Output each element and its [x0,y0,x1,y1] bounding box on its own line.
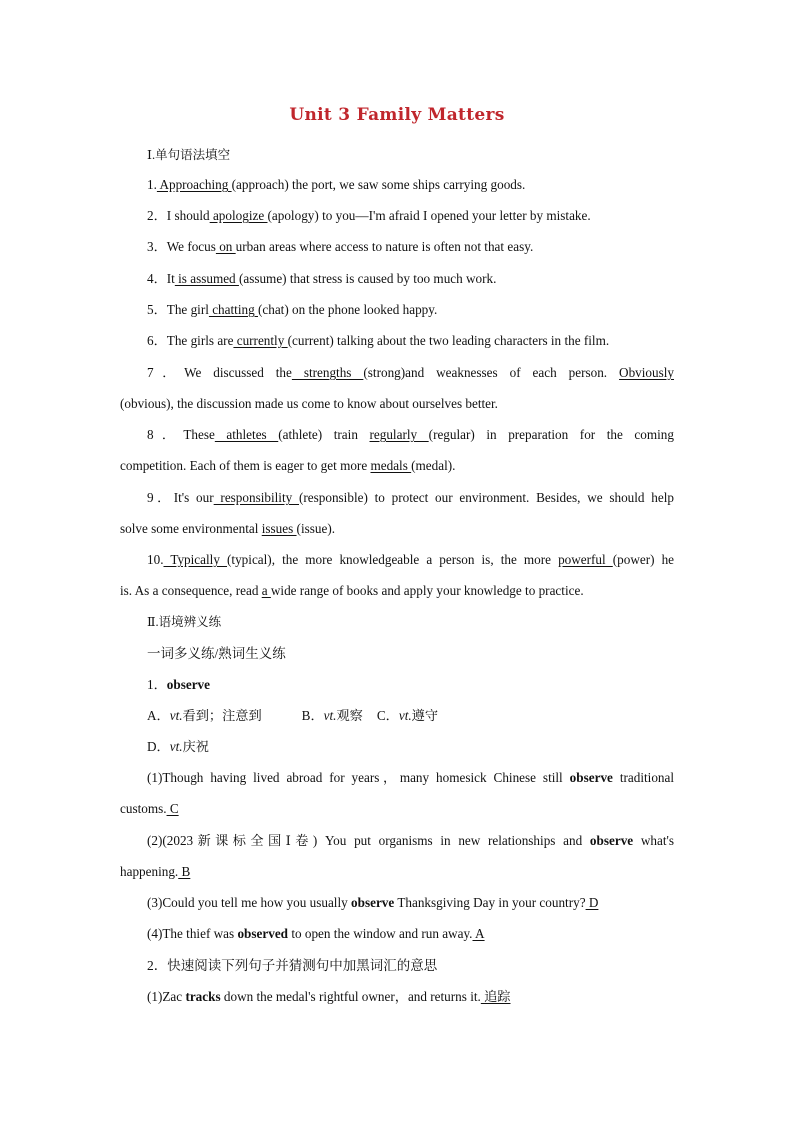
answer-blank: Typically [163,552,228,567]
option-c-label: C． [376,708,399,723]
sentence-5 [147,988,674,1006]
question-text: (current) talking about the two leading characters in the film. [287,333,610,348]
question-text: (assume) that stress is caused by too much work. [238,271,497,286]
question-text: (obvious), the discussion made us come to know about ourselves better. [120,396,498,411]
question-1 [147,176,674,194]
options-line-2 [147,738,674,756]
option-a-text: 看到；注意到 [182,708,262,723]
question-10 [147,551,674,569]
answer-blank: issues [261,521,297,536]
answer-blank: responsibility [213,490,299,505]
answer-blank: regularly [369,427,429,442]
part-of-speech: vt. [169,708,183,723]
question-4 [147,270,674,288]
option-b-label: B． [301,708,324,723]
answer-blank: apologize [209,208,268,223]
answer-blank: currently [233,333,288,348]
answer-blank: A [472,926,485,941]
answer-blank: chatting [208,302,258,317]
sentence-text: to open the window and run away. [291,926,473,941]
sentence-1 [147,769,674,787]
question-9 [147,489,674,507]
options-line-1 [147,707,674,725]
option-b-text: 观察 [336,708,363,723]
question-text: (chat) on the phone looked happy. [257,302,438,317]
question-2 [147,207,674,225]
question-text: 6．The girls are [147,333,234,348]
answer-blank: on [215,239,236,254]
answer-blank: D [585,895,599,910]
question-text: 7．We discussed the [147,365,292,380]
question-text: (responsible) to protect our environment. Besides, we should help [299,490,674,505]
question-text: 10. [147,552,164,567]
sentence-text: Thanksgiving Day in your country? [397,895,586,910]
part-of-speech: vt. [323,708,337,723]
option-d-text: 庆祝 [182,739,209,754]
sentence-text: traditional [619,770,675,785]
sentence-text: (4)The thief was [147,926,235,941]
question-7 [147,364,674,382]
question-text: 5．The girl [147,302,209,317]
option-c-text: 遵守 [411,708,439,723]
question-text: (apology) to you—I'm afraid I opened your letter by mistake. [267,208,591,223]
answer-blank: powerful [558,552,613,567]
question-text: 4．It [147,271,175,286]
answer-blank: Approaching [156,177,232,192]
part-of-speech: vt. [398,708,412,723]
sentence-3 [147,894,674,912]
bold-word: observe [589,833,634,848]
sentence-2-continued [120,863,674,881]
sentence-text: happening. [120,864,179,879]
sentence-4 [147,925,674,943]
part-of-speech: vt. [169,739,183,754]
page-title: Unit 3 Family Matters [289,105,505,125]
question-text: urban areas where access to nature is often not that easy. [235,239,534,254]
sentence-text: what's [640,833,675,848]
answer-blank: a [261,583,271,598]
bold-word: tracks [185,989,221,1004]
sentence-text: (1)Though having lived abroad for years，many homesick Chinese still [147,770,563,785]
question-text: (approach) the port, we saw some ships carrying goods. [231,177,526,192]
question-text: (issue). [296,521,336,536]
question-text: is. As a consequence, read [120,583,259,598]
answer-blank: athletes [214,427,279,442]
question-text: 9．It's our [147,490,214,505]
answer-blank: C [166,801,179,816]
bold-word: observed [237,926,289,941]
bold-word: observe [569,770,613,785]
answer-blank: B [178,864,191,879]
word-item-2: 2．快速阅读下列句子并猜测句中加黑词汇的意思 [147,958,438,973]
question-10-continued [120,582,674,600]
sentence-text: (3)Could you tell me how you usually [147,895,348,910]
question-text: (typical), the more knowledgeable a person is, the more [227,552,551,567]
sentence-text: (2)(2023新课标全国Ⅰ卷) You put organisms in new relationships and [147,833,583,848]
word-item-1 [147,676,674,694]
question-text: (regular) in preparation for the coming [428,427,674,442]
section-heading-context: Ⅱ.语境辨义练 [147,615,222,629]
sentence-text: down the medal's rightful owner，and returns it. [223,989,481,1004]
sentence-2 [147,832,674,850]
question-text: competition. Each of them is eager to get more [120,458,368,473]
question-8 [147,426,674,444]
question-9-continued [120,520,674,538]
question-text: 1. [147,177,157,192]
sub-heading: 一词多义练/熟词生义练 [147,646,286,661]
question-8-continued [120,457,674,475]
question-text: 8．These [147,427,215,442]
bold-word: observe [351,895,395,910]
item-number: 1． [147,677,167,692]
question-text: (medal). [411,458,456,473]
answer-blank: medals [370,458,412,473]
question-6 [147,332,674,350]
answer-blank: strengths [291,365,364,380]
section-heading-grammar: Ⅰ.单句语法填空 [147,148,231,162]
answer-blank: 追踪 [480,989,511,1004]
question-text: wide range of books and apply your knowledge to practice. [270,583,584,598]
question-text: (strong)and weaknesses of each person. [363,365,608,380]
question-text: (power) he [612,552,675,567]
sentence-1-continued [120,800,674,818]
option-d-label: D． [147,739,170,754]
sentence-text: customs. [120,801,167,816]
question-text: 2．I should [147,208,210,223]
question-7-continued [120,395,674,413]
answer-blank: is assumed [174,271,239,286]
sentence-text: (1)Zac [147,989,183,1004]
question-3 [147,238,674,256]
question-text: (athlete) train [278,427,358,442]
vocab-word: observe [166,677,210,692]
option-a-label: A． [147,708,170,723]
question-text: 3．We focus [147,239,216,254]
answer-blank: Obviously [619,365,674,380]
question-5 [147,301,674,319]
question-text: solve some environmental [120,521,259,536]
